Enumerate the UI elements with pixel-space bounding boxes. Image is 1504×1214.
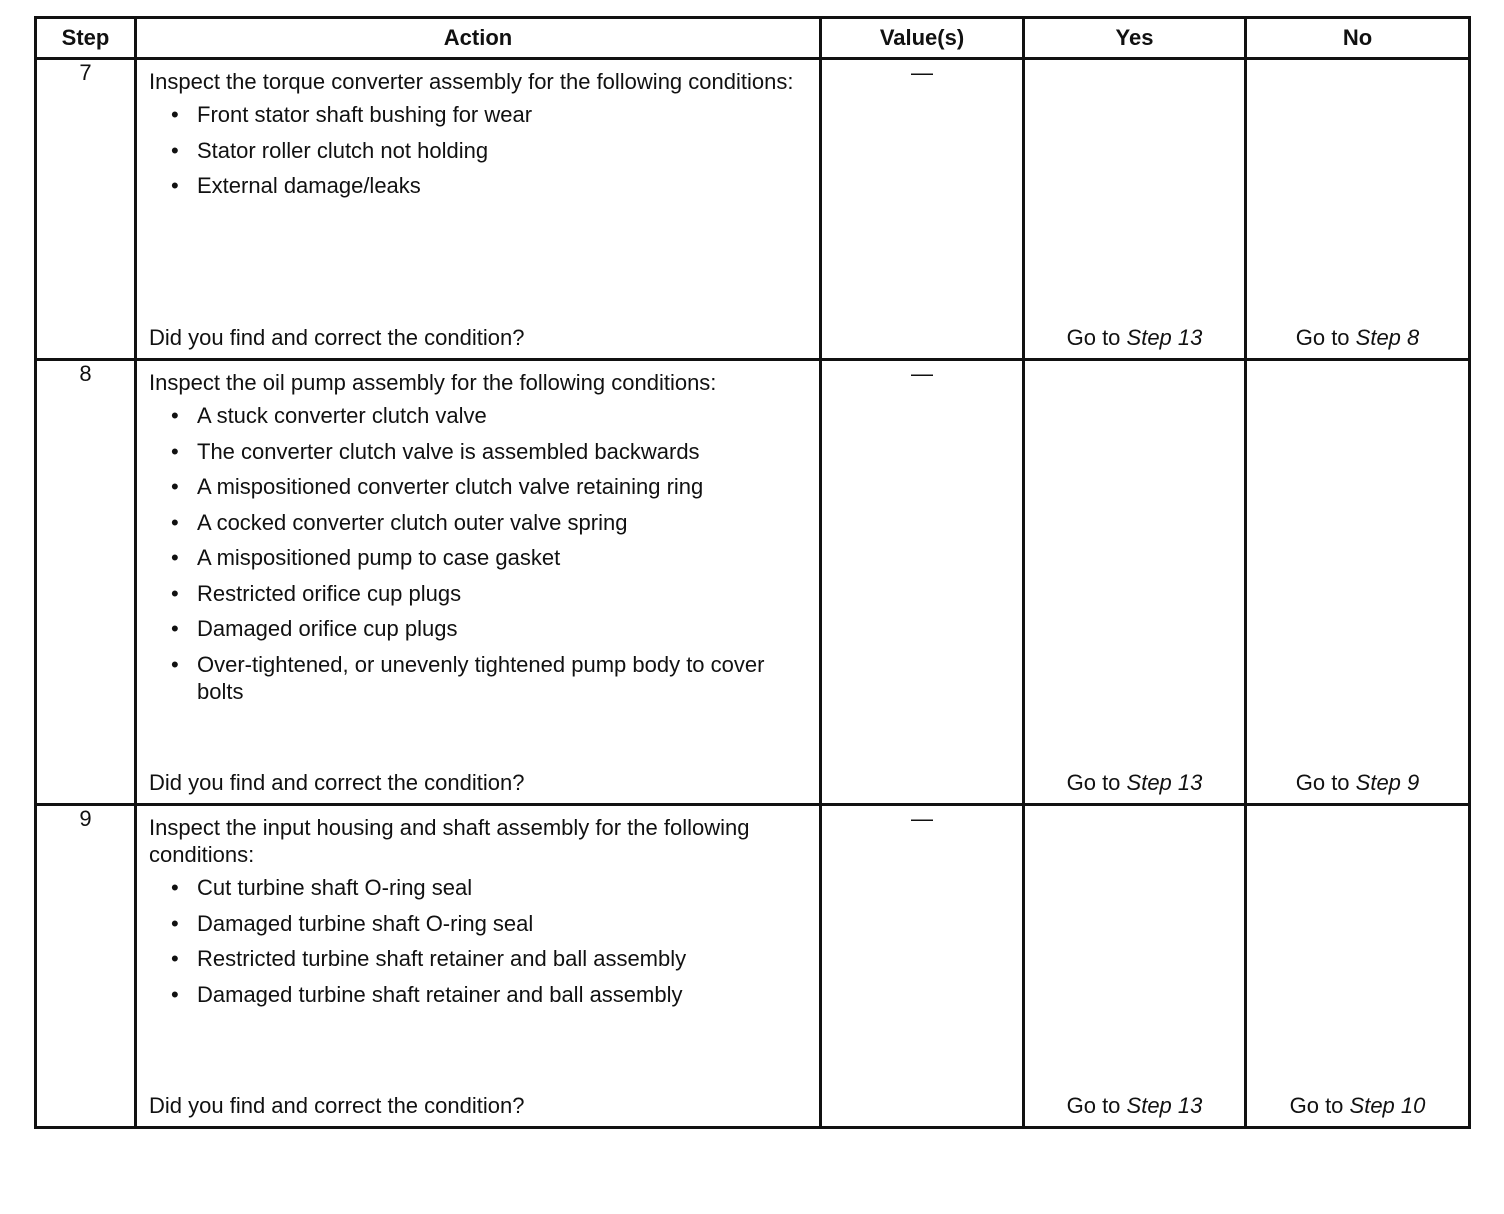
step-number: 8 [36,360,136,805]
header-row [36,18,1470,59]
condition-item: • Front stator shaft bushing for wear [171,102,533,127]
bullet-icon: • [171,580,179,606]
bullet-icon: • [171,137,179,163]
action-cell [136,360,821,805]
table-row-step-7 [36,59,1470,360]
bullet-icon: • [171,474,179,499]
bullet-icon: • [171,910,179,936]
yes-goto: Go to Step 13 [1066,1093,1203,1118]
header-step: Step [36,18,136,59]
bullet-icon: • [171,651,179,677]
table-row-step-9 [36,805,1470,1128]
no-cell [1246,360,1470,805]
yes-cell [1024,59,1246,360]
condition-item: • Damaged turbine shaft retainer and ball assembly [171,981,683,1007]
no-step-ref: Step 8 [1355,325,1420,350]
bullet-icon: • [171,509,179,535]
action-question: Did you find and correct the condition? [149,325,525,350]
action-intro: Inspect the oil pump assembly for the following conditions: [149,370,717,395]
yes-goto: Go to Step 13 [1066,325,1203,350]
header-action: Action [136,18,821,59]
action-intro: Inspect the input housing and shaft assembly for the following conditions: [149,815,750,867]
bullet-icon: • [171,875,179,900]
no-step-ref: Step 10 [1349,1093,1426,1118]
no-goto: Go to Step 10 [1289,1093,1426,1118]
condition-item: • Over-tightened, or unevenly tightened pump body to cover bolts [171,651,765,704]
condition-item: • Cut turbine shaft O-ring seal [171,875,473,900]
condition-item: • Damaged orifice cup plugs [171,616,458,641]
no-step-ref: Step 9 [1355,770,1420,795]
no-cell [1246,59,1470,360]
step-number: 9 [36,805,136,1128]
bullet-icon: • [171,438,179,464]
condition-item: • Damaged turbine shaft O-ring seal [171,910,534,936]
condition-item: • Restricted turbine shaft retainer and ball assembly [171,946,687,971]
action-cell [136,805,821,1128]
condition-list [137,402,819,705]
value-cell: — [821,805,1024,1128]
bullet-icon: • [171,946,179,971]
step-number: 7 [36,59,136,360]
value-cell: — [821,59,1024,360]
action-question: Did you find and correct the condition? [149,1093,525,1118]
yes-goto: Go to Step 13 [1066,770,1203,795]
bullet-icon: • [171,102,179,127]
yes-step-ref: Step 13 [1126,770,1203,795]
bullet-icon: • [171,545,179,570]
condition-list [137,101,819,199]
yes-step-ref: Step 13 [1126,1093,1203,1118]
condition-item: • The converter clutch valve is assembled backwards [171,438,700,464]
bullet-icon: • [171,173,179,198]
yes-step-ref: Step 13 [1126,325,1203,350]
value-cell: — [821,360,1024,805]
condition-item: • A cocked converter clutch outer valve spring [171,509,628,535]
action-cell [136,59,821,360]
yes-cell [1024,805,1246,1128]
header-values: Value(s) [821,18,1024,59]
condition-item: • Restricted orifice cup plugs [171,580,462,606]
condition-item: • A stuck converter clutch valve [171,403,487,428]
diagnostic-table [34,16,1471,1129]
condition-item: • Stator roller clutch not holding [171,137,489,163]
condition-item: • A mispositioned pump to case gasket [171,545,561,570]
bullet-icon: • [171,981,179,1007]
action-intro: Inspect the torque converter assembly for the following conditions: [149,69,794,94]
no-cell [1246,805,1470,1128]
header-no: No [1246,18,1470,59]
no-goto: Go to Step 9 [1295,770,1420,795]
condition-item: • A mispositioned converter clutch valve retaining ring [171,474,704,499]
table-row-step-8 [36,360,1470,805]
condition-item: • External damage/leaks [171,173,421,198]
header-yes: Yes [1024,18,1246,59]
condition-list [137,874,819,1008]
no-goto: Go to Step 8 [1295,325,1420,350]
action-question: Did you find and correct the condition? [149,770,525,795]
bullet-icon: • [171,616,179,641]
bullet-icon: • [171,403,179,428]
yes-cell [1024,360,1246,805]
